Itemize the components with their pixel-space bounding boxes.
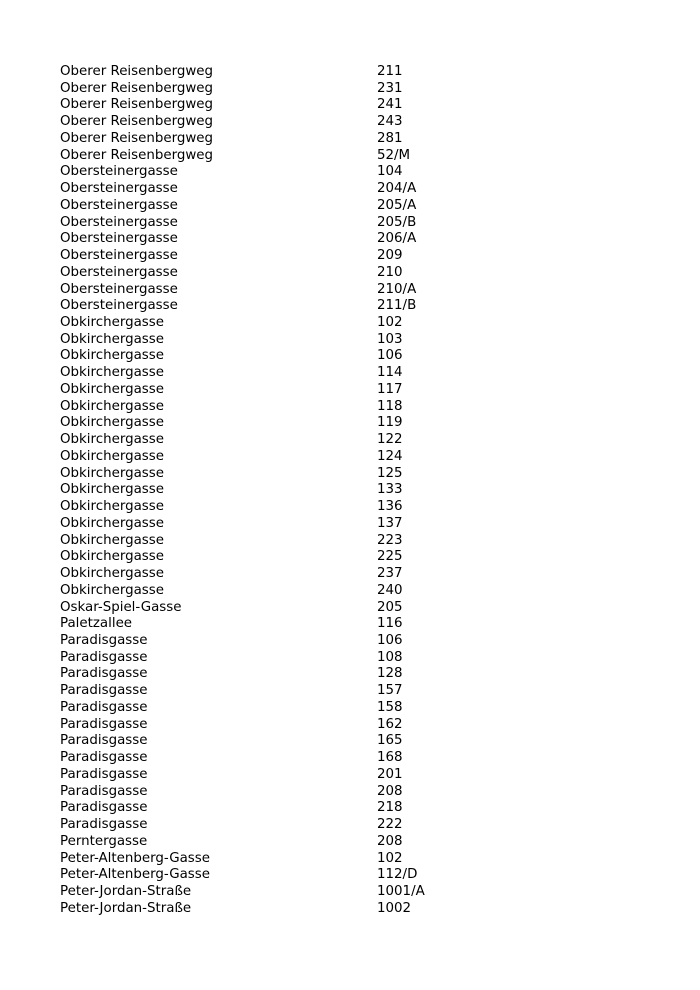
street-name-cell: Paradisgasse bbox=[60, 683, 148, 699]
house-number-cell: 205/B bbox=[377, 214, 417, 230]
house-number-cell: 209 bbox=[377, 248, 403, 264]
table-row bbox=[60, 784, 660, 801]
address-table bbox=[60, 64, 660, 917]
street-name-cell: Obersteinergasse bbox=[60, 214, 178, 230]
house-number-cell: 102 bbox=[377, 315, 403, 331]
street-name-cell: Paradisgasse bbox=[60, 632, 148, 648]
house-number-cell: 225 bbox=[377, 549, 403, 565]
street-name-cell: Paradisgasse bbox=[60, 766, 148, 782]
street-name-cell: Oberer Reisenbergweg bbox=[60, 147, 214, 163]
table-row bbox=[60, 583, 660, 600]
house-number-cell: 116 bbox=[377, 616, 403, 632]
house-number-cell: 204/A bbox=[377, 181, 417, 197]
house-number-cell: 237 bbox=[377, 566, 403, 582]
table-row bbox=[60, 901, 660, 918]
house-number-cell: 208 bbox=[377, 783, 403, 799]
table-row bbox=[60, 231, 660, 248]
table-row bbox=[60, 164, 660, 181]
table-row bbox=[60, 248, 660, 265]
house-number-cell: 222 bbox=[377, 817, 403, 833]
house-number-cell: 118 bbox=[377, 398, 403, 414]
street-name-cell: Paradisgasse bbox=[60, 699, 148, 715]
house-number-cell: 208 bbox=[377, 833, 403, 849]
street-name-cell: Obkirchergasse bbox=[60, 582, 164, 598]
street-name-cell: Obkirchergasse bbox=[60, 381, 164, 397]
table-row bbox=[60, 499, 660, 516]
table-row bbox=[60, 131, 660, 148]
house-number-cell: 128 bbox=[377, 666, 403, 682]
street-name-cell: Oberer Reisenbergweg bbox=[60, 114, 214, 130]
street-name-cell: Obkirchergasse bbox=[60, 365, 164, 381]
street-name-cell: Obkirchergasse bbox=[60, 465, 164, 481]
table-row bbox=[60, 181, 660, 198]
table-row bbox=[60, 750, 660, 767]
street-name-cell: Obkirchergasse bbox=[60, 515, 164, 531]
street-name-cell: Peter-Jordan-Straße bbox=[60, 883, 192, 899]
house-number-cell: 157 bbox=[377, 683, 403, 699]
house-number-cell: 137 bbox=[377, 515, 403, 531]
street-name-cell: Obkirchergasse bbox=[60, 415, 164, 431]
street-name-cell: Obkirchergasse bbox=[60, 331, 164, 347]
street-name-cell: Obkirchergasse bbox=[60, 566, 164, 582]
house-number-cell: 1001/A bbox=[377, 883, 425, 899]
house-number-cell: 211 bbox=[377, 64, 403, 79]
house-number-cell: 205/A bbox=[377, 197, 417, 213]
house-number-cell: 223 bbox=[377, 532, 403, 548]
street-name-cell: Obersteinergasse bbox=[60, 231, 178, 247]
street-name-cell: Oberer Reisenbergweg bbox=[60, 130, 214, 146]
house-number-cell: 106 bbox=[377, 348, 403, 364]
table-row bbox=[60, 114, 660, 131]
house-number-cell: 206/A bbox=[377, 231, 417, 247]
house-number-cell: 158 bbox=[377, 699, 403, 715]
street-name-cell: Oberer Reisenbergweg bbox=[60, 97, 214, 113]
street-name-cell: Paradisgasse bbox=[60, 800, 148, 816]
table-row bbox=[60, 64, 660, 81]
house-number-cell: 210 bbox=[377, 264, 403, 280]
street-name-cell: Obersteinergasse bbox=[60, 281, 178, 297]
house-number-cell: 136 bbox=[377, 499, 403, 515]
street-name-cell: Obkirchergasse bbox=[60, 549, 164, 565]
house-number-cell: 201 bbox=[377, 766, 403, 782]
table-row bbox=[60, 348, 660, 365]
street-name-cell: Obkirchergasse bbox=[60, 432, 164, 448]
table-row bbox=[60, 466, 660, 483]
street-name-cell: Obersteinergasse bbox=[60, 248, 178, 264]
street-name-cell: Perntergasse bbox=[60, 833, 148, 849]
house-number-cell: 210/A bbox=[377, 281, 417, 297]
house-number-cell: 106 bbox=[377, 632, 403, 648]
table-row bbox=[60, 482, 660, 499]
house-number-cell: 162 bbox=[377, 716, 403, 732]
street-name-cell: Peter-Altenberg-Gasse bbox=[60, 867, 210, 883]
table-row bbox=[60, 415, 660, 432]
table-row bbox=[60, 616, 660, 633]
table-row bbox=[60, 332, 660, 349]
house-number-cell: 108 bbox=[377, 649, 403, 665]
table-row bbox=[60, 315, 660, 332]
street-name-cell: Obersteinergasse bbox=[60, 197, 178, 213]
table-row bbox=[60, 683, 660, 700]
table-row bbox=[60, 549, 660, 566]
table-row bbox=[60, 298, 660, 315]
street-name-cell: Oskar-Spiel-Gasse bbox=[60, 599, 182, 615]
table-row bbox=[60, 148, 660, 165]
street-name-cell: Obersteinergasse bbox=[60, 298, 178, 314]
street-name-cell: Paletzallee bbox=[60, 616, 133, 632]
street-name-cell: Paradisgasse bbox=[60, 649, 148, 665]
house-number-cell: 122 bbox=[377, 432, 403, 448]
street-name-cell: Paradisgasse bbox=[60, 733, 148, 749]
table-row bbox=[60, 533, 660, 550]
table-row bbox=[60, 449, 660, 466]
house-number-cell: 125 bbox=[377, 465, 403, 481]
table-row bbox=[60, 516, 660, 533]
street-name-cell: Paradisgasse bbox=[60, 716, 148, 732]
house-number-cell: 103 bbox=[377, 331, 403, 347]
table-row bbox=[60, 817, 660, 834]
street-name-cell: Oberer Reisenbergweg bbox=[60, 64, 214, 79]
table-row bbox=[60, 717, 660, 734]
house-number-cell: 124 bbox=[377, 448, 403, 464]
house-number-cell: 218 bbox=[377, 800, 403, 816]
street-name-cell: Paradisgasse bbox=[60, 750, 148, 766]
house-number-cell: 114 bbox=[377, 365, 403, 381]
house-number-cell: 165 bbox=[377, 733, 403, 749]
table-row bbox=[60, 215, 660, 232]
house-number-cell: 119 bbox=[377, 415, 403, 431]
table-row bbox=[60, 650, 660, 667]
street-name-cell: Obkirchergasse bbox=[60, 499, 164, 515]
table-row bbox=[60, 432, 660, 449]
table-row bbox=[60, 666, 660, 683]
table-row bbox=[60, 800, 660, 817]
house-number-cell: 243 bbox=[377, 114, 403, 130]
street-name-cell: Obkirchergasse bbox=[60, 448, 164, 464]
table-row bbox=[60, 382, 660, 399]
house-number-cell: 1002 bbox=[377, 900, 412, 916]
house-number-cell: 52/M bbox=[377, 147, 411, 163]
house-number-cell: 104 bbox=[377, 164, 403, 180]
street-name-cell: Obkirchergasse bbox=[60, 398, 164, 414]
table-row bbox=[60, 834, 660, 851]
street-name-cell: Obersteinergasse bbox=[60, 181, 178, 197]
table-row bbox=[60, 600, 660, 617]
street-name-cell: Obersteinergasse bbox=[60, 164, 178, 180]
table-row bbox=[60, 867, 660, 884]
table-row bbox=[60, 399, 660, 416]
street-name-cell: Paradisgasse bbox=[60, 783, 148, 799]
table-row bbox=[60, 700, 660, 717]
street-name-cell: Oberer Reisenbergweg bbox=[60, 80, 214, 96]
house-number-cell: 205 bbox=[377, 599, 403, 615]
house-number-cell: 211/B bbox=[377, 298, 417, 314]
house-number-cell: 112/D bbox=[377, 867, 418, 883]
street-name-cell: Obkirchergasse bbox=[60, 315, 164, 331]
table-row bbox=[60, 633, 660, 650]
street-name-cell: Peter-Altenberg-Gasse bbox=[60, 850, 210, 866]
table-row bbox=[60, 851, 660, 868]
house-number-cell: 168 bbox=[377, 750, 403, 766]
street-name-cell: Obkirchergasse bbox=[60, 348, 164, 364]
house-number-cell: 241 bbox=[377, 97, 403, 113]
table-row bbox=[60, 198, 660, 215]
table-row bbox=[60, 733, 660, 750]
house-number-cell: 231 bbox=[377, 80, 403, 96]
table-row bbox=[60, 566, 660, 583]
house-number-cell: 240 bbox=[377, 582, 403, 598]
street-name-cell: Obkirchergasse bbox=[60, 482, 164, 498]
table-row bbox=[60, 265, 660, 282]
house-number-cell: 281 bbox=[377, 130, 403, 146]
street-name-cell: Obersteinergasse bbox=[60, 264, 178, 280]
house-number-cell: 102 bbox=[377, 850, 403, 866]
table-row bbox=[60, 767, 660, 784]
street-name-cell: Peter-Jordan-Straße bbox=[60, 900, 192, 916]
house-number-cell: 117 bbox=[377, 381, 403, 397]
house-number-cell: 133 bbox=[377, 482, 403, 498]
table-row bbox=[60, 884, 660, 901]
table-row bbox=[60, 97, 660, 114]
table-row bbox=[60, 282, 660, 299]
street-name-cell: Paradisgasse bbox=[60, 817, 148, 833]
table-row bbox=[60, 81, 660, 98]
table-row bbox=[60, 365, 660, 382]
street-name-cell: Paradisgasse bbox=[60, 666, 148, 682]
street-name-cell: Obkirchergasse bbox=[60, 532, 164, 548]
